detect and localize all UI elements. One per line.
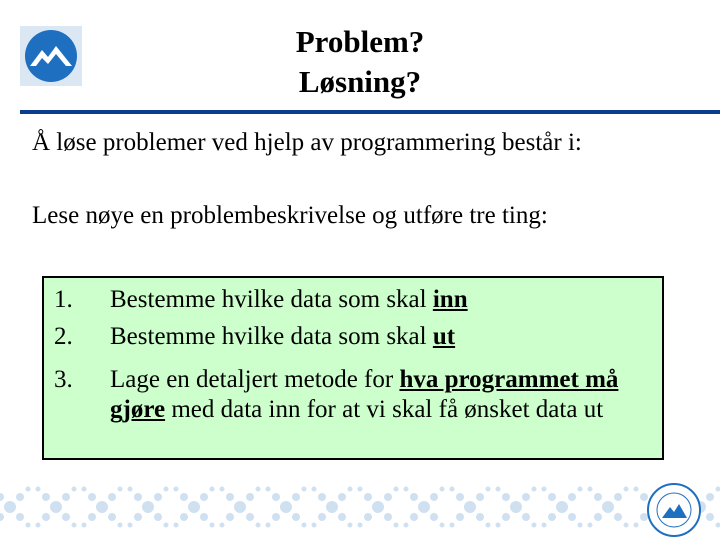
list-item-text-end: med data inn for at vi skal få ønsket data ut — [165, 396, 603, 423]
decorative-pattern — [0, 470, 720, 540]
title-divider — [20, 110, 720, 114]
slide-title — [170, 22, 550, 102]
mountain-logo-icon — [20, 26, 82, 86]
list-item-number: 2. — [54, 322, 94, 352]
list-item-text: Bestemme hvilke data som skal — [110, 286, 433, 313]
list-item-emphasis: inn — [433, 286, 468, 313]
list-item-emphasis: ut — [433, 323, 455, 350]
university-seal-icon — [646, 482, 702, 538]
list-item-text: Bestemme hvilke data som skal — [110, 323, 433, 350]
list-item-number: 3. — [54, 365, 94, 395]
title-line-2: Løsning? — [170, 62, 550, 102]
lead-text: Lese nøye en problembeskrivelse og utføre tre ting: — [32, 202, 548, 230]
list-item-text: Lage en detaljert metode for — [110, 366, 399, 393]
list-item-emphasis: hva programmet må gjøre — [110, 366, 618, 423]
list-item-number: 1. — [54, 285, 94, 315]
intro-text: Å løse problemer ved hjelp av programmering består i: — [32, 129, 582, 157]
steps-box — [42, 276, 664, 460]
title-line-1: Problem? — [170, 22, 550, 62]
